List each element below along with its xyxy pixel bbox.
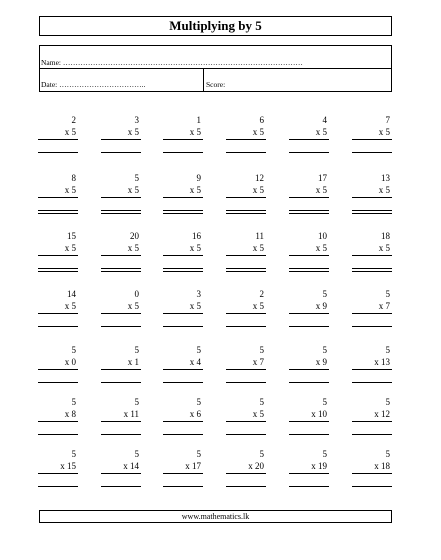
multiplier: x 5 xyxy=(252,301,264,311)
operation-line xyxy=(226,369,266,370)
multiplicand: 5 xyxy=(385,449,390,459)
multiplier: x 7 xyxy=(252,357,264,367)
answer-line xyxy=(101,268,141,269)
answer-line xyxy=(352,326,392,327)
answer-line xyxy=(38,271,78,272)
multiplier: x 19 xyxy=(311,461,327,471)
answer-line xyxy=(289,271,329,272)
multiplier: x 5 xyxy=(189,127,201,137)
multiplier: x 5 xyxy=(378,243,390,253)
multiplier: x 5 xyxy=(315,243,327,253)
multiplication-problem xyxy=(226,115,266,165)
operation-line xyxy=(352,313,392,314)
multiplication-problem xyxy=(289,289,329,339)
answer-line xyxy=(289,434,329,435)
multiplication-problem xyxy=(101,289,141,339)
answer-line xyxy=(101,152,141,153)
multiplicand: 5 xyxy=(134,449,139,459)
multiplicand: 9 xyxy=(196,173,201,183)
operation-line xyxy=(38,197,78,198)
multiplier: x 12 xyxy=(374,409,390,419)
operation-line xyxy=(226,473,266,474)
answer-line xyxy=(101,271,141,272)
multiplicand: 5 xyxy=(71,449,76,459)
operation-line xyxy=(352,197,392,198)
multiplication-problem xyxy=(289,397,329,447)
multiplier: x 9 xyxy=(315,357,327,367)
multiplicand: 3 xyxy=(134,115,139,125)
multiplicand: 5 xyxy=(385,289,390,299)
multiplication-problem xyxy=(226,397,266,447)
multiplicand: 5 xyxy=(196,345,201,355)
multiplier: x 1 xyxy=(127,357,139,367)
operation-line xyxy=(352,369,392,370)
multiplication-problem xyxy=(101,115,141,165)
multiplicand: 2 xyxy=(259,289,264,299)
operation-line xyxy=(289,421,329,422)
multiplication-problem xyxy=(352,345,392,395)
footer-box xyxy=(39,510,392,523)
multiplication-problem xyxy=(226,231,266,281)
multiplication-problem xyxy=(352,173,392,223)
answer-line xyxy=(101,382,141,383)
multiplier: x 0 xyxy=(64,357,76,367)
multiplication-problem xyxy=(101,173,141,223)
multiplier: x 6 xyxy=(189,409,201,419)
operation-line xyxy=(101,255,141,256)
multiplication-problem xyxy=(289,231,329,281)
operation-line xyxy=(226,197,266,198)
multiplicand: 15 xyxy=(67,231,76,241)
multiplication-problem xyxy=(226,449,266,499)
multiplier: x 17 xyxy=(185,461,201,471)
multiplicand: 5 xyxy=(71,397,76,407)
score-field: Score: xyxy=(206,80,226,89)
answer-line xyxy=(163,268,203,269)
operation-line xyxy=(289,313,329,314)
answer-line xyxy=(226,271,266,272)
answer-line xyxy=(289,210,329,211)
operation-line xyxy=(289,139,329,140)
multiplication-problem xyxy=(101,449,141,499)
multiplication-problem xyxy=(226,289,266,339)
answer-line xyxy=(289,268,329,269)
answer-line xyxy=(289,152,329,153)
operation-line xyxy=(289,369,329,370)
multiplier: x 5 xyxy=(127,243,139,253)
answer-line xyxy=(38,268,78,269)
multiplicand: 5 xyxy=(322,345,327,355)
multiplicand: 5 xyxy=(196,397,201,407)
operation-line xyxy=(163,139,203,140)
multiplication-problem xyxy=(352,397,392,447)
multiplication-problem xyxy=(38,289,78,339)
operation-line xyxy=(101,197,141,198)
operation-line xyxy=(163,473,203,474)
answer-line xyxy=(352,486,392,487)
operation-line xyxy=(352,139,392,140)
multiplication-problem xyxy=(38,345,78,395)
worksheet-title: Multiplying by 5 xyxy=(169,18,262,33)
multiplication-problem xyxy=(38,397,78,447)
multiplicand: 7 xyxy=(385,115,390,125)
multiplicand: 17 xyxy=(318,173,327,183)
answer-line xyxy=(38,382,78,383)
multiplier: x 5 xyxy=(252,243,264,253)
answer-line xyxy=(101,434,141,435)
answer-line xyxy=(352,382,392,383)
operation-line xyxy=(226,139,266,140)
multiplier: x 5 xyxy=(315,127,327,137)
multiplication-problem xyxy=(289,173,329,223)
answer-line xyxy=(226,213,266,214)
answer-line xyxy=(226,434,266,435)
multiplication-problem xyxy=(163,397,203,447)
answer-line xyxy=(101,486,141,487)
operation-line xyxy=(101,313,141,314)
multiplier: x 5 xyxy=(252,409,264,419)
multiplication-problem xyxy=(163,231,203,281)
answer-line xyxy=(352,268,392,269)
multiplication-problem xyxy=(352,115,392,165)
operation-line xyxy=(38,313,78,314)
multiplicand: 14 xyxy=(67,289,76,299)
multiplication-problem xyxy=(163,289,203,339)
answer-line xyxy=(38,486,78,487)
answer-line xyxy=(38,326,78,327)
multiplicand: 12 xyxy=(255,173,264,183)
multiplicand: 20 xyxy=(130,231,139,241)
answer-line xyxy=(352,213,392,214)
multiplication-problem xyxy=(352,289,392,339)
multiplicand: 16 xyxy=(192,231,201,241)
multiplication-problem xyxy=(101,231,141,281)
answer-line xyxy=(163,152,203,153)
multiplication-problem xyxy=(101,397,141,447)
operation-line xyxy=(289,197,329,198)
answer-line xyxy=(226,326,266,327)
footer-url: www.mathematics.lk xyxy=(181,512,250,521)
answer-line xyxy=(352,271,392,272)
multiplication-problem xyxy=(163,345,203,395)
multiplier: x 5 xyxy=(378,185,390,195)
multiplication-problem xyxy=(289,115,329,165)
multiplier: x 5 xyxy=(64,301,76,311)
multiplier: x 4 xyxy=(189,357,201,367)
multiplicand: 1 xyxy=(196,115,201,125)
operation-line xyxy=(352,473,392,474)
multiplier: x 18 xyxy=(374,461,390,471)
answer-line xyxy=(163,382,203,383)
operation-line xyxy=(38,369,78,370)
multiplier: x 5 xyxy=(127,127,139,137)
answer-line xyxy=(163,434,203,435)
multiplicand: 0 xyxy=(134,289,139,299)
operation-line xyxy=(289,473,329,474)
multiplicand: 5 xyxy=(259,397,264,407)
multiplier: x 5 xyxy=(64,243,76,253)
answer-line xyxy=(226,152,266,153)
multiplier: x 5 xyxy=(64,127,76,137)
multiplier: x 5 xyxy=(127,185,139,195)
answer-line xyxy=(226,486,266,487)
answer-line xyxy=(352,152,392,153)
multiplicand: 10 xyxy=(318,231,327,241)
multiplier: x 5 xyxy=(252,185,264,195)
multiplication-problem xyxy=(163,115,203,165)
multiplicand: 5 xyxy=(134,173,139,183)
multiplicand: 4 xyxy=(322,115,327,125)
name-field: Name: …………………………………………………………………………………… xyxy=(41,58,303,67)
answer-line xyxy=(101,326,141,327)
multiplication-problem xyxy=(101,345,141,395)
operation-line xyxy=(101,473,141,474)
multiplicand: 5 xyxy=(71,345,76,355)
operation-line xyxy=(38,255,78,256)
multiplication-problem xyxy=(38,449,78,499)
operation-line xyxy=(101,421,141,422)
multiplication-problem xyxy=(352,449,392,499)
operation-line xyxy=(226,421,266,422)
answer-line xyxy=(352,210,392,211)
operation-line xyxy=(352,421,392,422)
multiplier: x 5 xyxy=(189,185,201,195)
multiplier: x 15 xyxy=(60,461,76,471)
multiplier: x 11 xyxy=(123,409,139,419)
operation-line xyxy=(101,369,141,370)
multiplication-problem xyxy=(38,231,78,281)
multiplier: x 5 xyxy=(64,185,76,195)
answer-line xyxy=(226,210,266,211)
multiplication-problem xyxy=(38,173,78,223)
multiplication-problem xyxy=(226,345,266,395)
multiplication-problem xyxy=(38,115,78,165)
multiplier: x 7 xyxy=(378,301,390,311)
answer-line xyxy=(163,213,203,214)
operation-line xyxy=(163,313,203,314)
operation-line xyxy=(352,255,392,256)
multiplier: x 14 xyxy=(123,461,139,471)
multiplicand: 18 xyxy=(381,231,390,241)
date-field: Date: …………………………….. xyxy=(41,80,146,89)
multiplicand: 8 xyxy=(71,173,76,183)
multiplier: x 5 xyxy=(252,127,264,137)
answer-line xyxy=(163,486,203,487)
multiplicand: 5 xyxy=(259,449,264,459)
operation-line xyxy=(163,255,203,256)
multiplicand: 5 xyxy=(196,449,201,459)
answer-line xyxy=(289,382,329,383)
multiplicand: 5 xyxy=(259,345,264,355)
multiplier: x 13 xyxy=(374,357,390,367)
multiplicand: 5 xyxy=(322,397,327,407)
multiplication-problem xyxy=(289,345,329,395)
multiplication-problem xyxy=(163,173,203,223)
answer-line xyxy=(38,152,78,153)
answer-line xyxy=(289,213,329,214)
operation-line xyxy=(38,139,78,140)
multiplier: x 9 xyxy=(315,301,327,311)
answer-line xyxy=(163,210,203,211)
multiplicand: 5 xyxy=(385,345,390,355)
multiplier: x 5 xyxy=(127,301,139,311)
operation-line xyxy=(101,139,141,140)
answer-line xyxy=(226,268,266,269)
answer-line xyxy=(38,210,78,211)
operation-line xyxy=(38,421,78,422)
answer-line xyxy=(289,486,329,487)
multiplicand: 2 xyxy=(71,115,76,125)
answer-line xyxy=(163,326,203,327)
answer-line xyxy=(352,434,392,435)
multiplicand: 5 xyxy=(134,397,139,407)
multiplier: x 5 xyxy=(378,127,390,137)
operation-line xyxy=(38,473,78,474)
answer-line xyxy=(38,213,78,214)
multiplication-problem xyxy=(352,231,392,281)
multiplier: x 20 xyxy=(248,461,264,471)
multiplication-problem xyxy=(289,449,329,499)
operation-line xyxy=(226,313,266,314)
multiplication-problem xyxy=(226,173,266,223)
multiplicand: 13 xyxy=(381,173,390,183)
multiplier: x 5 xyxy=(315,185,327,195)
multiplicand: 5 xyxy=(322,449,327,459)
operation-line xyxy=(163,421,203,422)
operation-line xyxy=(289,255,329,256)
operation-line xyxy=(226,255,266,256)
answer-line xyxy=(101,213,141,214)
multiplicand: 11 xyxy=(255,231,264,241)
multiplier: x 8 xyxy=(64,409,76,419)
multiplication-problem xyxy=(163,449,203,499)
multiplier: x 5 xyxy=(189,243,201,253)
operation-line xyxy=(163,197,203,198)
multiplicand: 6 xyxy=(259,115,264,125)
operation-line xyxy=(163,369,203,370)
answer-line xyxy=(163,271,203,272)
answer-line xyxy=(226,382,266,383)
multiplicand: 3 xyxy=(196,289,201,299)
answer-line xyxy=(101,210,141,211)
answer-line xyxy=(38,434,78,435)
multiplicand: 5 xyxy=(322,289,327,299)
multiplier: x 10 xyxy=(311,409,327,419)
multiplicand: 5 xyxy=(134,345,139,355)
answer-line xyxy=(289,326,329,327)
multiplicand: 5 xyxy=(385,397,390,407)
multiplier: x 5 xyxy=(189,301,201,311)
